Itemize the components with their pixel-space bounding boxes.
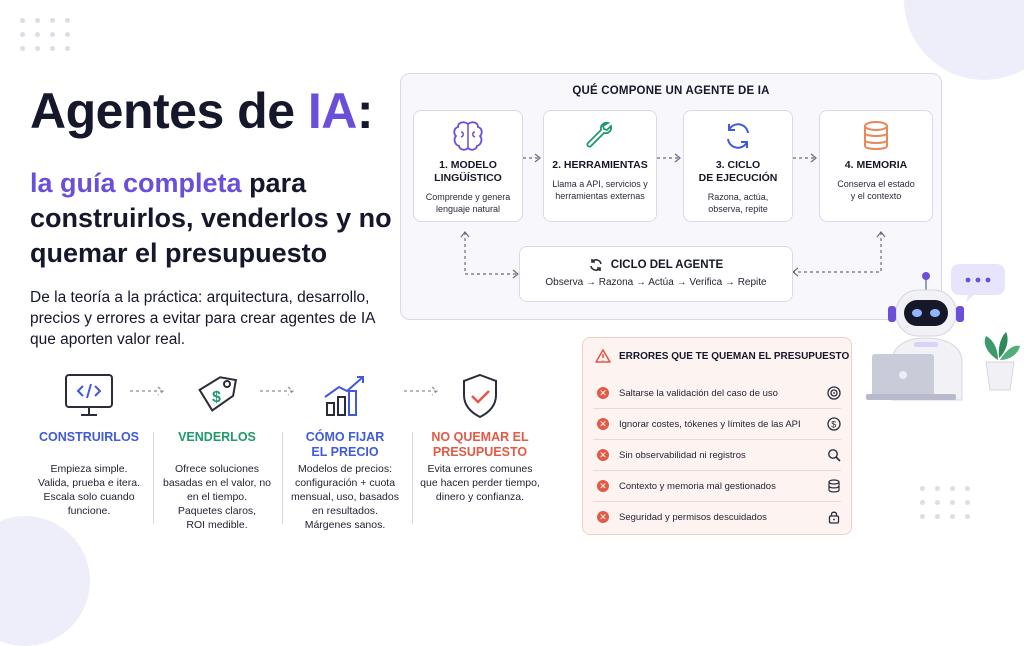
errors-header — [595, 349, 849, 363]
list-item — [593, 439, 841, 470]
pillar-desc: Ofrece soluciones basadas en el valor, no en el tiempo. Paquetes claros, ROI medible. — [163, 463, 271, 531]
list-item — [593, 408, 841, 439]
card-title: 3. CICLO DE EJECUCIÓN — [698, 159, 778, 184]
refresh-icon — [589, 258, 603, 272]
card-title: 4. MEMORIA — [844, 159, 908, 171]
search-icon — [827, 448, 841, 462]
errors-title: ERRORES QUE TE QUEMAN EL PRESUPUESTO — [619, 350, 850, 362]
card-desc: Llama a API, servicios y herramientas externas — [552, 179, 648, 201]
bar-chart-icon — [286, 368, 404, 424]
x-circle-icon: ✕ — [597, 418, 609, 430]
decorative-dots — [920, 486, 971, 519]
shield-check-icon — [416, 368, 544, 424]
x-circle-icon: ✕ — [597, 387, 609, 399]
x-circle-icon: ✕ — [597, 480, 609, 492]
svg-text:$: $ — [831, 419, 837, 430]
card-desc: Comprende y genera lenguaje natural — [425, 192, 511, 214]
card-desc: Conserva el estado y el contexto — [837, 179, 915, 201]
pillar-desc: Evita errores comunes que hacen perder tiempo, dinero y confianza. — [420, 463, 540, 503]
card-title: 1. MODELO LINGÜÍSTICO — [434, 159, 502, 184]
error-label: Sin observabilidad ni registros — [619, 449, 746, 461]
monitor-code-icon — [30, 368, 148, 424]
card-desc: Razona, actúa, observa, repite — [707, 192, 769, 214]
pillar-precio — [286, 368, 404, 532]
lead-text: De la teoría a la práctica: arquitectura, desarrollo, precios y errores a evitar para crear agentes de IA que aporten valor real. — [30, 289, 375, 348]
error-label: Ignorar costes, tókenes y límites de las API — [619, 418, 801, 430]
divider — [282, 432, 283, 524]
panel-title: QUÉ COMPONE UN AGENTE DE IA — [572, 85, 770, 97]
agent-loop-box — [519, 246, 793, 302]
list-item — [593, 378, 841, 408]
pillar-title: NO QUEMAR EL PRESUPUESTO — [431, 430, 529, 459]
pillars-row — [30, 368, 570, 548]
pillar-title: CÓMO FIJAR EL PRECIO — [305, 430, 385, 459]
error-label: Contexto y memoria mal gestionados — [619, 480, 776, 492]
dashed-arrow-icon — [402, 386, 442, 396]
svg-text:$: $ — [212, 389, 221, 406]
loop-title-row — [520, 258, 792, 272]
agent-components-panel — [400, 73, 942, 320]
target-icon — [827, 386, 841, 400]
page-subtitle: la guía completa para construirlos, venderlos y no quemar el presupuesto — [30, 168, 392, 268]
price-tag-icon — [158, 368, 276, 424]
x-circle-icon: ✕ — [597, 449, 609, 461]
dashed-arrow-icon — [128, 386, 168, 396]
error-label: Saltarse la validación del caso de uso — [619, 387, 778, 399]
error-label: Seguridad y permisos descuidados — [619, 511, 767, 523]
pillar-title: CONSTRUIRLOS — [39, 430, 139, 444]
decorative-dots — [20, 18, 71, 51]
database-icon — [827, 479, 841, 493]
x-circle-icon: ✕ — [597, 511, 609, 523]
list-item — [593, 501, 841, 532]
divider — [412, 432, 413, 524]
loop-title: CICLO DEL AGENTE — [610, 259, 724, 271]
errors-list — [593, 378, 841, 532]
pillar-title: VENDERLOS — [178, 430, 256, 444]
card-title: 2. HERRAMIENTAS — [552, 159, 648, 171]
robot-illustration — [862, 258, 1022, 413]
list-item — [593, 470, 841, 501]
warning-icon — [595, 349, 611, 363]
lock-icon — [827, 510, 841, 524]
decorative-blob — [904, 0, 1024, 80]
page-title: Agentes de IA: — [30, 83, 374, 139]
dashed-arrow-icon — [258, 386, 298, 396]
dollar-icon — [827, 417, 841, 431]
loop-steps: Observa → Razona → Actúa → Verifica → Repite — [545, 277, 767, 288]
divider — [153, 432, 154, 524]
pillar-desc: Modelos de precios: configuración + cuota mensual, uso, basados en resultados. Márgenes sanos. — [291, 463, 399, 531]
errors-box — [582, 337, 852, 535]
pillar-desc: Empieza simple. Valida, prueba e itera. Escala solo cuando funcione. — [38, 463, 140, 517]
